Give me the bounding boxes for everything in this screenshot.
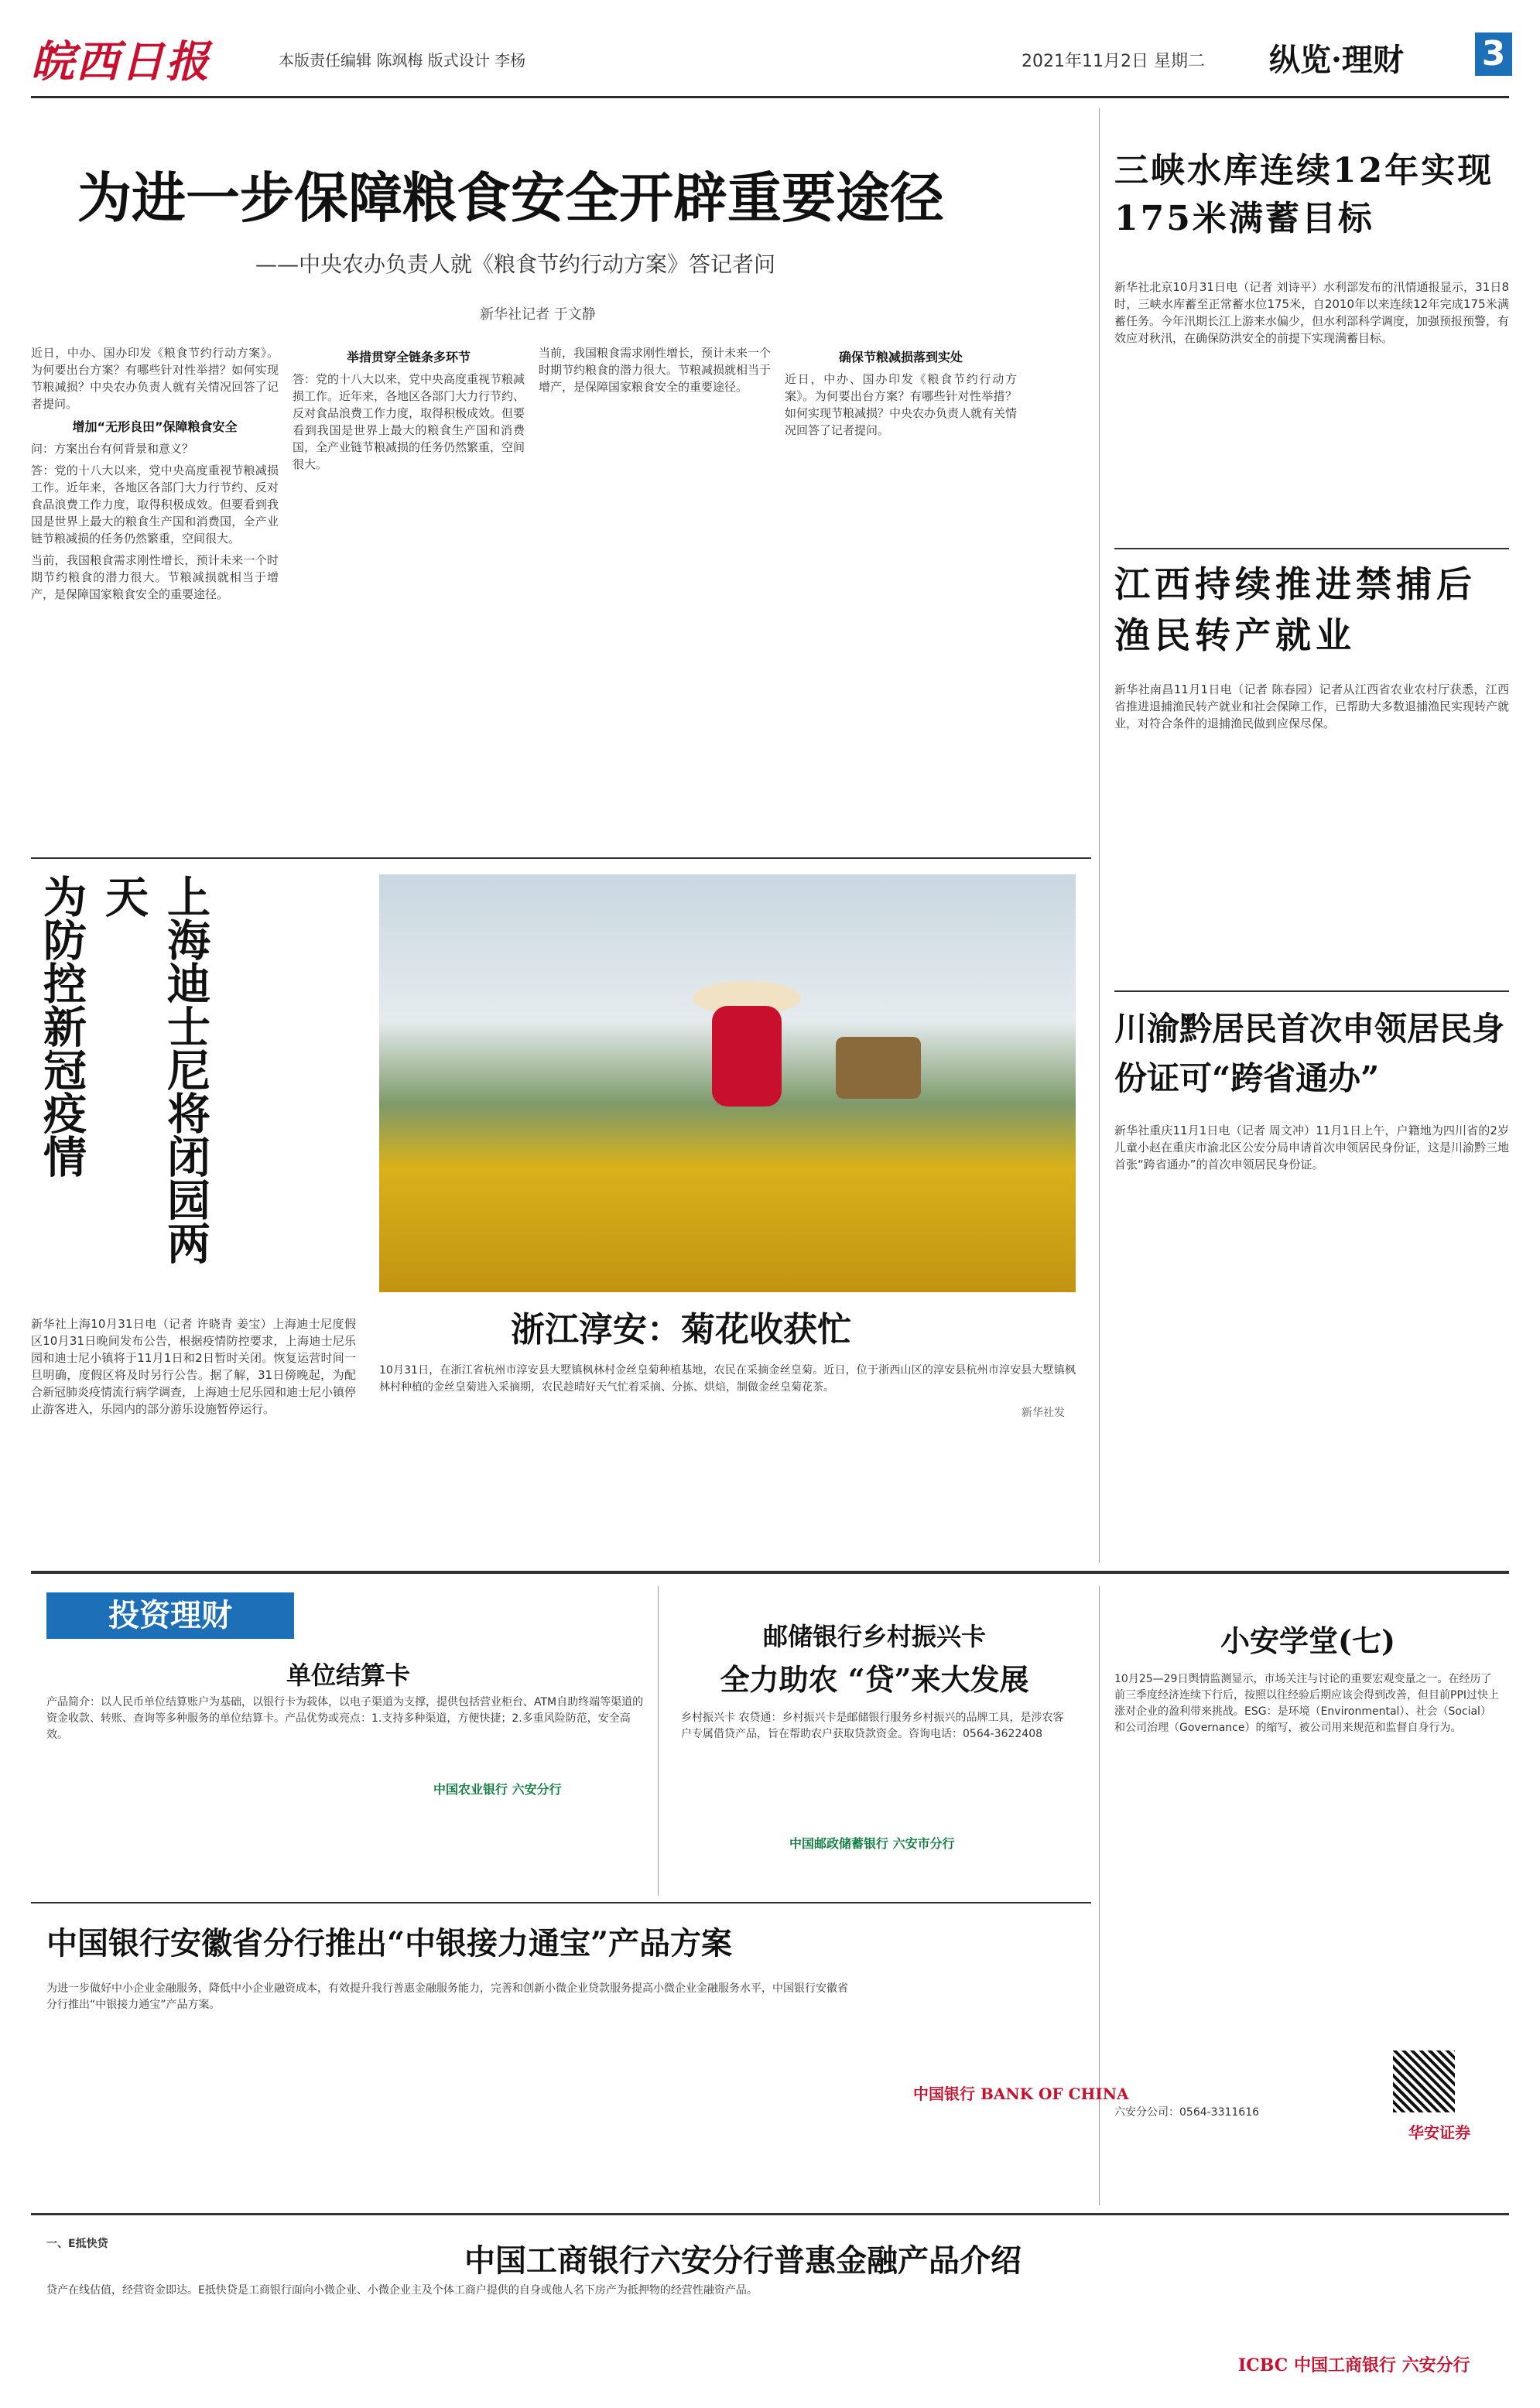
sanxia-body: 新华社北京10月31日电（记者 刘诗平）水利部发布的汛情通报显示，31日8时，三峡水库蓄至正常蓄水位175米，自2010年以来连续12年完成175米满蓄任务。今年汛期长江上游来水偏少，但水利部科学调度，加强预报预警，有效应对秋汛，在确保防洪安全的前提下实现满蓄目标。 — [1114, 280, 1510, 345]
ad-divider — [658, 1586, 659, 1896]
psbc-logo: 中国邮政储蓄银行 六安市分行 — [789, 1836, 955, 1851]
huaan-logo: 华安证券 — [1408, 2123, 1470, 2142]
settlement-card-body: 产品简介：以人民币单位结算账户为基础，以银行卡为载体，以电子渠道为支撑，提供包括营业柜台、ATM自助终端等渠道的资金收款、转账、查询等多种服务的单位结算卡。产品优势或亮点：1.支持多种渠道，方便快捷；2.多重风险防范，安全高效。 — [46, 1696, 644, 1741]
lead-paragraph: 答：党的十八大以来，党中央高度重视节粮减损工作。近年来，各地区各部门大力行节约、反对食品浪费工作力度，取得积极成效。但要看到我国是世界上最大的粮食生产国和消费国，全产业链节粮减损的任务仍然繁重，空间很大。 — [31, 463, 279, 546]
ad-divider — [31, 2213, 1509, 2215]
jiangxi-body: 新华社南昌11月1日电（记者 陈春园）记者从江西省农业农村厅获悉，江西省推进退捕渔民转产就业和社会保障工作，已帮助大多数退捕渔民实现转产就业，对符合条件的退捕渔民做到应保尽保。 — [1114, 682, 1510, 730]
farmer-illustration — [379, 874, 1076, 1292]
settlement-card-title: 单位结算卡 — [286, 1661, 410, 1690]
icbc-section-head: 一、E抵快贷 — [46, 2238, 108, 2250]
finance-divider — [31, 1571, 1509, 1574]
lead-paragraph: 近日，中办、国办印发《粮食节约行动方案》。为何要出台方案？有哪些针对性举措？如何实现节粮减损？中央农办负责人就有关情况回答了记者提问。 — [31, 346, 279, 411]
xiaoan-title: 小安学堂(七) — [1220, 1623, 1395, 1658]
psbc-title-2: 全力助农 “贷”来大发展 — [720, 1662, 1029, 1697]
chrysanthemum-photo — [379, 874, 1076, 1292]
boc-title: 中国银行安徽省分行推出“中银接力通宝”产品方案 — [46, 1925, 733, 1962]
lead-section-head: 确保节粮减损落到实处 — [838, 350, 963, 364]
basket — [836, 1037, 921, 1099]
photo-caption: 10月31日，在浙江省杭州市淳安县大墅镇枫林村金丝皇菊种植基地，农民在采摘金丝皇菊。近日，位于浙西山区的淳安县杭州市淳安县大墅镇枫林村种植的金丝皇菊进入采摘期，农民趁晴好天气忙着采摘、分拣、烘焙，制做金丝皇菊花茶。 — [379, 1364, 1076, 1394]
lead-paragraph: 当前，我国粮食需求刚性增长，预计未来一个时期节约粮食的潜力很大。节粮减损就相当于增产，是保障国家粮食安全的重要途径。 — [31, 553, 279, 601]
photo-credit: 新华社发 — [1022, 1407, 1065, 1419]
section-name: 纵览·理财 — [1269, 42, 1404, 78]
xiaoan-body: 10月25—29日舆情监测显示，市场关注与讨论的重要宏观变量之一。在经历了前三季度经济连续下行后，按照以往经验后期应该会得到改善，但目前PPI过快上涨对企业的盈利带来挑战。ESG：是环境（Environmental）、社会（Social）和公司治理（Governance）的缩写，被公司用来规范和监督自身行为。 — [1114, 1673, 1500, 1734]
lead-column-2 — [293, 344, 525, 473]
disney-headline-2: 上海迪士尼将闭园两天 — [98, 874, 211, 1264]
lead-column-3 — [539, 344, 771, 395]
section-divider — [31, 857, 1091, 859]
issue-date: 2021年11月2日 星期二 — [1022, 52, 1205, 71]
icbc-body: 贷产在线估值，经营资金即达。E抵快贷是工商银行面向小微企业、小微企业主及个体工商户提供的自身或他人名下房产为抵押物的经营性融资产品。 — [46, 2284, 758, 2297]
disney-body: 新华社上海10月31日电（记者 许晓青 姜宝）上海迪士尼度假区10月31日晚间发布公告，根据疫情防控要求，上海迪士尼乐园和迪士尼小镇将于11月1日和2日暂时关闭。恢复运营时间一旦明确，度假区将及时另行公告。据了解，31日傍晚起，为配合新冠肺炎疫情流行病学调查，上海迪士尼乐园和迪士尼小镇停止游客进入，乐园内的部分游乐设施暂停运行。 — [31, 1317, 357, 1416]
lead-paragraph: 当前，我国粮食需求刚性增长，预计未来一个时期节约粮食的潜力很大。节粮减损就相当于增产，是保障国家粮食安全的重要途径。 — [539, 346, 772, 394]
psbc-title-1: 邮储银行乡村振兴卡 — [762, 1622, 986, 1651]
abc-bank-logo: 中国农业银行 六安分行 — [433, 1782, 562, 1797]
xiaoan-phones: 六安分公司：0564-3311616 — [1114, 2106, 1260, 2119]
boc-logo: 中国银行 BANK OF CHINA — [913, 2085, 1129, 2103]
lead-subtitle: ——中央农办负责人就《粮食节约行动方案》答记者问 — [255, 251, 776, 277]
sanxia-headline: 三峡水库连续12年实现175米满蓄目标 — [1114, 151, 1494, 238]
jiangxi-headline: 江西持续推进禁捕后渔民转产就业 — [1114, 563, 1477, 656]
lead-headline: 为进一步保障粮食安全开辟重要途径 — [77, 166, 944, 230]
story-divider — [1114, 548, 1509, 549]
story-divider — [1114, 990, 1509, 992]
icbc-title: 中国工商银行六安分行普惠金融产品介绍 — [464, 2242, 1022, 2279]
farmer-figure — [712, 1006, 782, 1107]
chuanyuqian-body: 新华社重庆11月1日电（记者 周文冲）11月1日上午，户籍地为四川省的2岁儿童小赵在重庆市渝北区公安分局申请首次申领居民身份证，这是川渝黔三地首张“跨省通办”的首次申领居民身份证。 — [1114, 1124, 1510, 1172]
boc-body: 为进一步做好中小企业金融服务，降低中小企业融资成本，有效提升我行普惠金融服务能力，完善和创新小微企业贷款服务提高小微企业金融服务水平，中国银行安徽省分行推出“中银接力通宝”产品方案。 — [46, 1982, 848, 2011]
lead-section-head: 举措贯穿全链条多环节 — [346, 350, 471, 364]
disney-headline-1: 为防控新冠疫情 — [36, 874, 87, 1178]
lead-paragraph: 近日，中办、国办印发《粮食节约行动方案》。为何要出台方案？有哪些针对性举措？如何实现节粮减损？中央农办负责人就有关情况回答了记者提问。 — [785, 372, 1018, 437]
lead-column-1 — [31, 344, 279, 603]
lead-column-4 — [785, 344, 1017, 439]
page-number: 3 — [1475, 32, 1512, 76]
qr-code — [1393, 2051, 1455, 2112]
newspaper-logo: 皖西日报 — [31, 36, 210, 87]
icbc-logo: ICBC 中国工商银行 六安分行 — [1238, 2355, 1470, 2376]
editors-line: 本版责任编辑 陈飒梅 版式设计 李杨 — [279, 51, 526, 70]
masthead — [31, 28, 1509, 98]
column-divider — [1099, 108, 1100, 1563]
lead-section-head: 增加“无形良田”保障粮食安全 — [72, 419, 238, 434]
lead-paragraph: 问：方案出台有何背景和意义？ — [31, 442, 194, 456]
finance-banner: 投资理财 — [46, 1592, 294, 1639]
ad-divider — [31, 1902, 1091, 1903]
lead-byline: 新华社记者 于文静 — [480, 306, 596, 323]
photo-caption-title: 浙江淳安：菊花收获忙 — [511, 1310, 851, 1349]
ad-divider — [1099, 1586, 1100, 2205]
lead-paragraph: 答：党的十八大以来，党中央高度重视节粮减损工作。近年来，各地区各部门大力行节约、反对食品浪费工作力度，取得积极成效。但要看到我国是世界上最大的粮食生产国和消费国，全产业链节粮减损的任务仍然繁重，空间很大。 — [293, 372, 525, 471]
psbc-body: 乡村振兴卡 农贷通：乡村振兴卡是邮储银行服务乡村振兴的品牌工具，是涉农客户专属借贷产品，旨在帮助农户获取贷款资金。咨询电话：0564-3622408 — [681, 1712, 1064, 1740]
chuanyuqian-headline: 川渝黔居民首次申领居民身份证可“跨省通办” — [1114, 1010, 1505, 1097]
